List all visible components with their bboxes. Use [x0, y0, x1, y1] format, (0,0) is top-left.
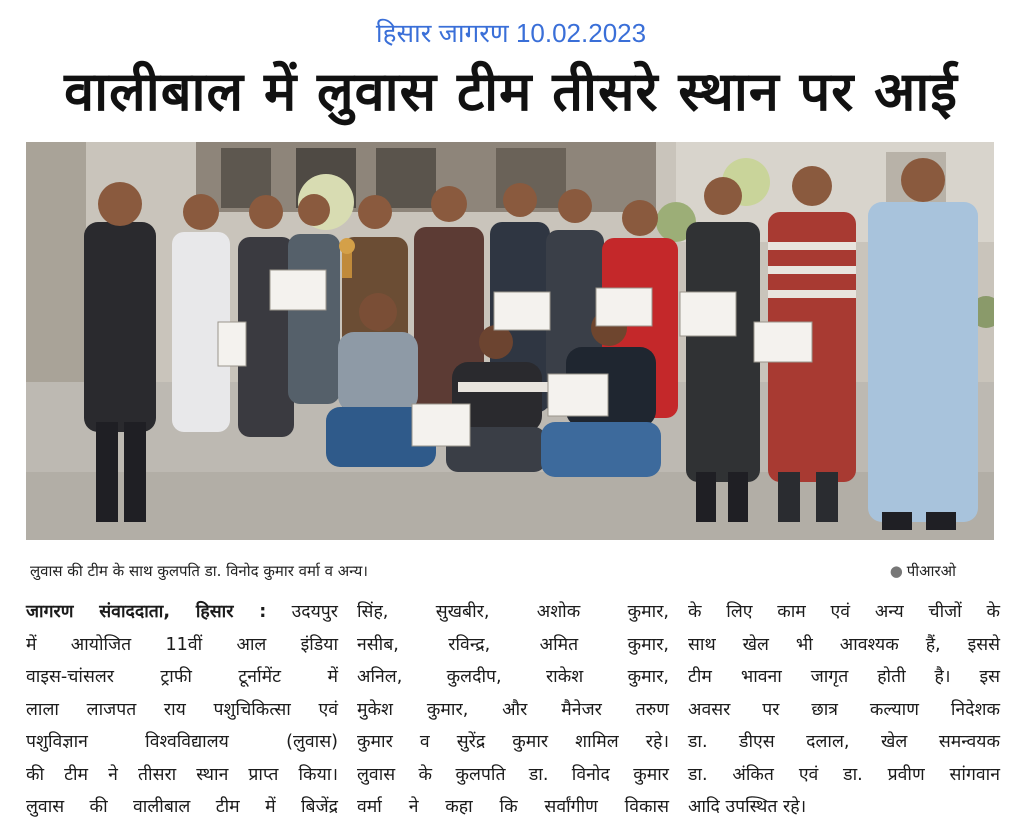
- article-line: डा. अंकित एवं डा. प्रवीण सांगवान: [688, 764, 1000, 785]
- article-column-3: [688, 596, 1000, 824]
- team-photo: [26, 142, 994, 540]
- article-line: टीम भावना जागृत होती है। इस: [688, 667, 1000, 687]
- article-line: की टीम ने तीसरा स्थान प्राप्त किया।: [26, 764, 338, 785]
- dateline: हिसार जागरण 10.02.2023: [375, 18, 647, 48]
- article-line: लुवास के कुलपति डा. विनोद कुमार: [357, 764, 669, 785]
- headline: वालीबाल में लुवास टीम तीसरे स्थान पर आई: [64, 60, 958, 123]
- photo-caption: लुवास की टीम के साथ कुलपति डा. विनोद कुमार वर्मा व अन्य।: [30, 562, 368, 580]
- byline: जागरण संवाददाता, हिसार :: [26, 602, 267, 622]
- article-line: पशुविज्ञान विश्वविद्यालय (लुवास): [26, 732, 338, 752]
- article-line: वाइस-चांसलर ट्राफी टूर्नामेंट में: [26, 667, 338, 687]
- article-column-2: [357, 596, 669, 824]
- article-line: अनिल, कुलदीप, राकेश कुमार,: [357, 667, 669, 687]
- photo-credit-text: पीआरओ: [906, 562, 956, 580]
- article-line: में आयोजित 11वीं आल इंडिया: [26, 634, 338, 655]
- article-line: वर्मा ने कहा कि सर्वांगीण विकास: [357, 797, 669, 817]
- article-line: कुमार व सुरेंद्र कुमार शामिल रहे।: [357, 732, 669, 752]
- article-line: मुकेश कुमार, और मैनेजर तरुण: [357, 699, 669, 720]
- article-line: सिंह, सुखबीर, अशोक कुमार,: [357, 602, 669, 622]
- article-line: जागरण संवाददाता, हिसार : उदयपुर: [26, 602, 338, 622]
- article-line: आदि उपस्थित रहे।: [688, 797, 807, 817]
- article-line: नसीब, रविन्द्र, अमित कुमार,: [357, 634, 669, 655]
- article-line: लुवास की वालीबाल टीम में बिजेंद्र: [26, 797, 338, 817]
- article-line: के लिए काम एवं अन्य चीजों के: [688, 602, 1000, 622]
- photo-credit: ● पीआरओ: [889, 562, 956, 580]
- article-line: अवसर पर छात्र कल्याण निदेशक: [688, 699, 1000, 720]
- article-line: साथ खेल भी आवश्यक हैं, इससे: [688, 634, 1000, 655]
- article-column-1: [26, 596, 338, 824]
- article-line: लाला लाजपत राय पशुचिकित्सा एवं: [26, 699, 338, 720]
- article-line: डा. डीएस दलाल, खेल समन्वयक: [688, 732, 1000, 752]
